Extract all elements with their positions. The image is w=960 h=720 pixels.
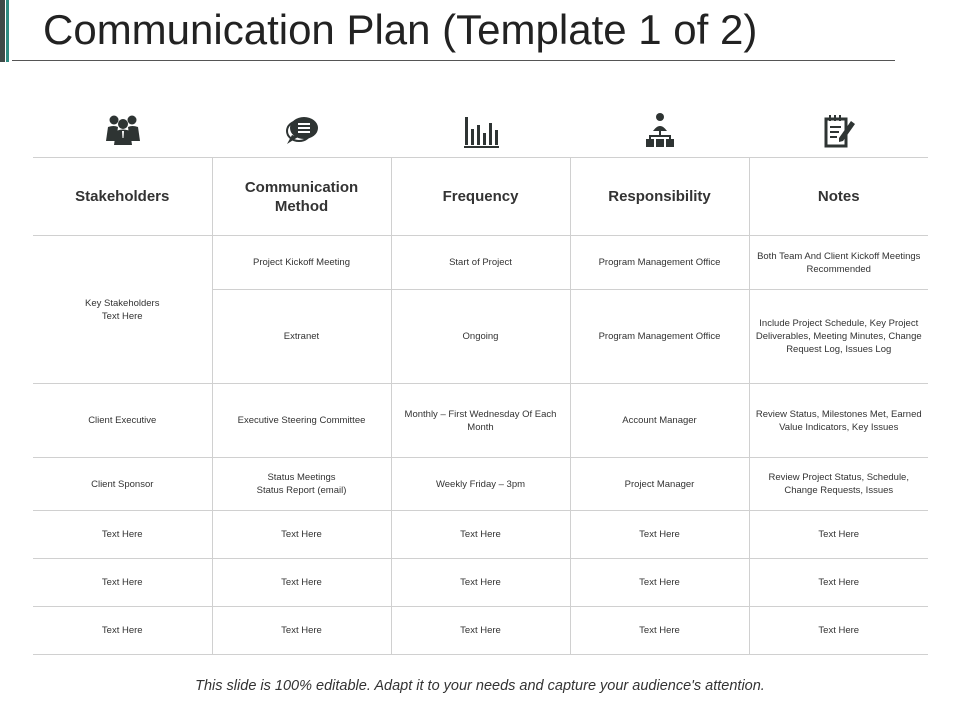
- stakeholder-cell: Key Stakeholders Text Here: [33, 236, 212, 384]
- slide-footer-note: This slide is 100% editable. Adapt it to your needs and capture your audience's attention.: [195, 678, 765, 694]
- header-frequency: Frequency: [391, 158, 570, 236]
- stakeholder-cell: Text Here: [33, 607, 212, 655]
- frequency-cell: Ongoing: [391, 290, 570, 384]
- responsibility-cell: Text Here: [570, 511, 749, 559]
- frequency-cell: Weekly Friday – 3pm: [391, 458, 570, 511]
- table-row: [33, 384, 928, 458]
- header-responsibility: Responsibility: [570, 158, 749, 236]
- stakeholder-cell: Text Here: [33, 511, 212, 559]
- method-cell: Project Kickoff Meeting: [212, 236, 391, 290]
- table-header-row: [33, 158, 928, 236]
- header-stakeholders: Stakeholders: [33, 158, 212, 236]
- method-cell: Extranet: [212, 290, 391, 384]
- notepad-pencil-icon: [749, 108, 928, 154]
- communication-plan-table: [33, 157, 928, 655]
- frequency-cell: Text Here: [391, 607, 570, 655]
- notes-cell: Both Team And Client Kickoff Meetings Recommended: [749, 236, 928, 290]
- method-cell: Text Here: [212, 607, 391, 655]
- notes-cell: Review Project Status, Schedule, Change Requests, Issues: [749, 458, 928, 511]
- title-underline: [12, 60, 895, 61]
- stakeholder-cell: Client Executive: [33, 384, 212, 458]
- header-communication-method: Communication Method: [212, 158, 391, 236]
- method-cell: Executive Steering Committee: [212, 384, 391, 458]
- method-cell: Status Meetings Status Report (email): [212, 458, 391, 511]
- notes-cell: Review Status, Milestones Met, Earned Value Indicators, Key Issues: [749, 384, 928, 458]
- notes-cell: Include Project Schedule, Key Project Deliverables, Meeting Minutes, Change Request Log, Issues Log: [749, 290, 928, 384]
- header-icons-row: [33, 108, 928, 154]
- title-accent-bars: [0, 0, 12, 62]
- frequency-cell: Start of Project: [391, 236, 570, 290]
- speech-bubble-icon: [212, 108, 391, 154]
- slide-title: Communication Plan (Template 1 of 2): [43, 6, 758, 53]
- table-row: [33, 511, 928, 559]
- table-row: [33, 236, 928, 290]
- accent-bar-dark: [0, 0, 5, 62]
- table-row: [33, 458, 928, 511]
- stakeholder-cell: Client Sponsor: [33, 458, 212, 511]
- method-cell: Text Here: [212, 511, 391, 559]
- responsibility-cell: Text Here: [570, 559, 749, 607]
- notes-cell: Text Here: [749, 607, 928, 655]
- responsibility-cell: Project Manager: [570, 458, 749, 511]
- table-row: [33, 559, 928, 607]
- responsibility-cell: Text Here: [570, 607, 749, 655]
- notes-cell: Text Here: [749, 559, 928, 607]
- method-cell: Text Here: [212, 559, 391, 607]
- frequency-cell: Text Here: [391, 559, 570, 607]
- responsibility-cell: Account Manager: [570, 384, 749, 458]
- frequency-cell: Monthly – First Wednesday Of Each Month: [391, 384, 570, 458]
- bar-chart-icon: [391, 108, 570, 154]
- header-notes: Notes: [749, 158, 928, 236]
- team-icon: [33, 108, 212, 154]
- accent-bar-teal: [6, 0, 9, 62]
- stakeholder-cell: Text Here: [33, 559, 212, 607]
- responsibility-cell: Program Management Office: [570, 236, 749, 290]
- table-row: [33, 607, 928, 655]
- frequency-cell: Text Here: [391, 511, 570, 559]
- org-chart-icon: [570, 108, 749, 154]
- notes-cell: Text Here: [749, 511, 928, 559]
- responsibility-cell: Program Management Office: [570, 290, 749, 384]
